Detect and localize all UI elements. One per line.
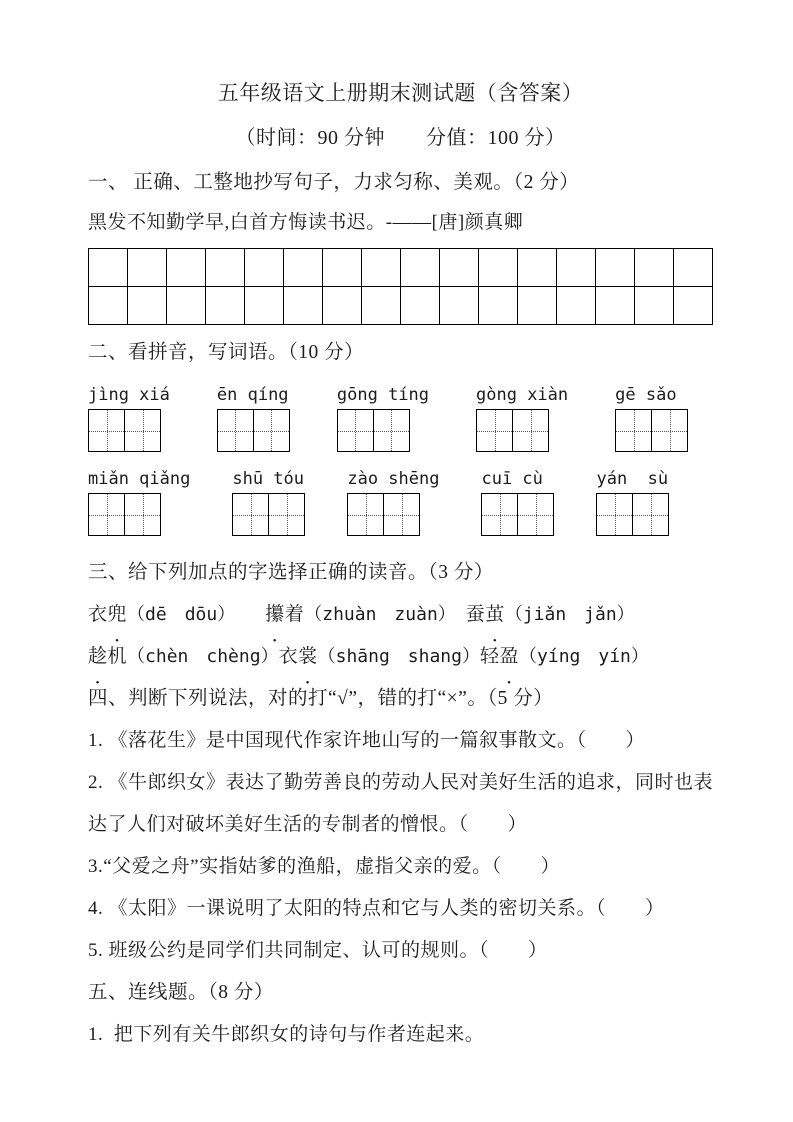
judgment-item-4: 4. 《太阳》一课说明了太阳的特点和它与人类的密切关系。（ ） xyxy=(88,898,665,919)
pinyin-label: shū tóu xyxy=(232,469,305,489)
writing-cell xyxy=(517,494,553,535)
writing-cell xyxy=(632,494,668,535)
writing-box xyxy=(615,409,688,452)
grid-cell xyxy=(89,287,128,325)
grid-cell xyxy=(479,249,518,287)
pronunciation-options: （chèn chèng） xyxy=(127,646,279,667)
pinyin-row-2 xyxy=(88,470,713,536)
writing-box xyxy=(347,493,420,536)
writing-box xyxy=(88,409,161,452)
pinyin-group xyxy=(615,386,688,452)
grid-cell xyxy=(128,287,167,325)
writing-cell xyxy=(651,410,687,451)
pinyin-label: gē sǎo xyxy=(615,385,677,405)
grid-cell xyxy=(518,287,557,325)
pinyin-label: ēn qíng xyxy=(216,385,289,405)
phonetic-item xyxy=(88,646,279,667)
pinyin-group xyxy=(481,470,554,536)
grid-cell xyxy=(245,249,284,287)
writing-cell xyxy=(348,494,383,535)
grid-cell xyxy=(479,287,518,325)
writing-cell xyxy=(383,494,419,535)
section5-heading: 五、连线题。（8 分） xyxy=(88,982,274,1003)
grid-cell xyxy=(596,287,635,325)
section1-heading: 一、 正确、工整地抄写句子，力求匀称、美观。（2 分） xyxy=(88,172,580,193)
word-before: 衣 xyxy=(278,646,299,667)
judgment-item-3: 3.“父爱之舟”实指姑爹的渔船，虚指父亲的爱。（ ） xyxy=(88,856,561,877)
writing-box xyxy=(88,493,161,536)
dotted-char: 攥 xyxy=(265,604,285,625)
word-after: 机 xyxy=(107,646,128,667)
writing-box xyxy=(481,493,554,536)
grid-cell xyxy=(206,287,245,325)
writing-box xyxy=(232,493,305,536)
grid-cell xyxy=(596,249,635,287)
grid-cell xyxy=(128,249,167,287)
judgment-item-2: 2. 《牛郎织女》表达了勤劳善良的劳动人民对美好生活的追求，同时也表达了人们对破坏美好生活的专制者的憎恨。（ ） xyxy=(88,772,714,835)
phonetic-item xyxy=(480,646,649,667)
pinyin-label: jìng xiá xyxy=(88,385,170,405)
pinyin-group xyxy=(232,470,305,536)
phonetic-line-2 xyxy=(88,636,713,678)
writing-cell xyxy=(482,494,517,535)
grid-cell xyxy=(401,287,440,325)
grid-cell xyxy=(557,287,596,325)
pinyin-label: gōng tíng xyxy=(336,385,430,405)
writing-cell xyxy=(616,410,651,451)
copy-sentence: 黑发不知勤学早,白首方悔读书迟。-——[唐]颜真卿 xyxy=(88,212,524,233)
grid-cell xyxy=(518,249,557,287)
pinyin-label: yán sù xyxy=(596,469,669,489)
grid-cell xyxy=(440,287,479,325)
word-after: 着 xyxy=(284,604,305,625)
phonetic-item xyxy=(466,604,635,625)
dotted-char: 趁 xyxy=(88,646,108,667)
pronunciation-options: （zhuàn zuàn） xyxy=(304,604,456,625)
pronunciation-options: （yíng yín） xyxy=(519,646,649,667)
grid-cell xyxy=(323,287,362,325)
page-title: 五年级语文上册期末测试题（含答案） xyxy=(217,81,584,105)
grid-cell xyxy=(362,249,401,287)
writing-cell xyxy=(268,494,304,535)
writing-cell xyxy=(477,410,512,451)
grid-cell xyxy=(440,249,479,287)
grid-cell xyxy=(557,249,596,287)
phonetic-item xyxy=(88,604,235,625)
dotted-char: 盈 xyxy=(499,646,520,667)
grid-cell xyxy=(635,249,674,287)
writing-box xyxy=(596,493,669,536)
grid-cell xyxy=(206,249,245,287)
writing-cell xyxy=(338,410,373,451)
pronunciation-options: （dē dōu） xyxy=(127,604,236,625)
grid-cell xyxy=(362,287,401,325)
pinyin-label: zào shēng xyxy=(347,469,440,489)
pinyin-group xyxy=(88,470,190,536)
dotted-char: 茧 xyxy=(485,604,505,625)
writing-cell xyxy=(89,410,124,451)
pinyin-row-1 xyxy=(88,386,713,452)
writing-box xyxy=(217,409,290,452)
pinyin-group xyxy=(337,386,429,452)
writing-cell xyxy=(512,410,548,451)
grid-cell xyxy=(401,249,440,287)
writing-cell xyxy=(218,410,253,451)
writing-cell xyxy=(253,410,289,451)
section2-heading: 二、看拼音，写词语。（10 分） xyxy=(88,342,365,363)
grid-cell xyxy=(284,287,323,325)
writing-cell xyxy=(597,494,632,535)
grid-cell xyxy=(635,287,674,325)
writing-cell xyxy=(89,494,124,535)
pinyin-group xyxy=(217,386,290,452)
grid-cell xyxy=(89,249,128,287)
copy-grid-body xyxy=(89,249,713,325)
phonetic-item xyxy=(279,646,480,667)
pronunciation-options: （shāng shang） xyxy=(317,646,480,667)
grid-cell xyxy=(167,249,206,287)
word-before: 衣 xyxy=(88,604,108,625)
writing-cell xyxy=(124,410,160,451)
page-subtitle: （时间：90 分钟 分值：100 分） xyxy=(235,127,566,149)
judgment-item-5: 5. 班级公约是同学们共同制定、认可的规则。（ ） xyxy=(88,940,548,961)
word-before: 蚕 xyxy=(465,604,486,625)
copy-grid xyxy=(88,248,713,325)
section4-heading: 四、判断下列说法，对的打“√”，错的打“×”。（5 分） xyxy=(88,688,554,709)
writing-cell xyxy=(124,494,160,535)
matching-item-1: 1. 把下列有关牛郎织女的诗句与作者连起来。 xyxy=(88,1024,485,1045)
phonetic-item xyxy=(265,604,456,625)
pinyin-group xyxy=(347,470,439,536)
writing-box xyxy=(337,409,410,452)
word-before: 轻 xyxy=(479,646,500,667)
grid-cell xyxy=(245,287,284,325)
pinyin-label: cuī cù xyxy=(481,469,543,489)
dotted-char: 裳 xyxy=(298,646,318,667)
pinyin-label: miǎn qiǎng xyxy=(88,469,191,489)
pinyin-label: gòng xiàn xyxy=(476,385,569,405)
grid-cell xyxy=(674,249,713,287)
writing-box xyxy=(476,409,549,452)
section3-heading: 三、给下列加点的字选择正确的读音。（3 分） xyxy=(88,562,494,583)
pinyin-group xyxy=(88,386,170,452)
writing-cell xyxy=(233,494,268,535)
grid-cell xyxy=(674,287,713,325)
phonetic-line-1 xyxy=(88,594,713,636)
pronunciation-options: （jiǎn jǎn） xyxy=(504,604,635,625)
pinyin-group xyxy=(476,386,568,452)
grid-cell xyxy=(167,287,206,325)
pinyin-group xyxy=(596,470,669,536)
grid-cell xyxy=(284,249,323,287)
dotted-char: 兜 xyxy=(107,604,128,625)
grid-cell xyxy=(323,249,362,287)
writing-cell xyxy=(373,410,409,451)
judgment-item-1: 1. 《落花生》是中国现代作家许地山写的一篇叙事散文。（ ） xyxy=(88,730,646,751)
